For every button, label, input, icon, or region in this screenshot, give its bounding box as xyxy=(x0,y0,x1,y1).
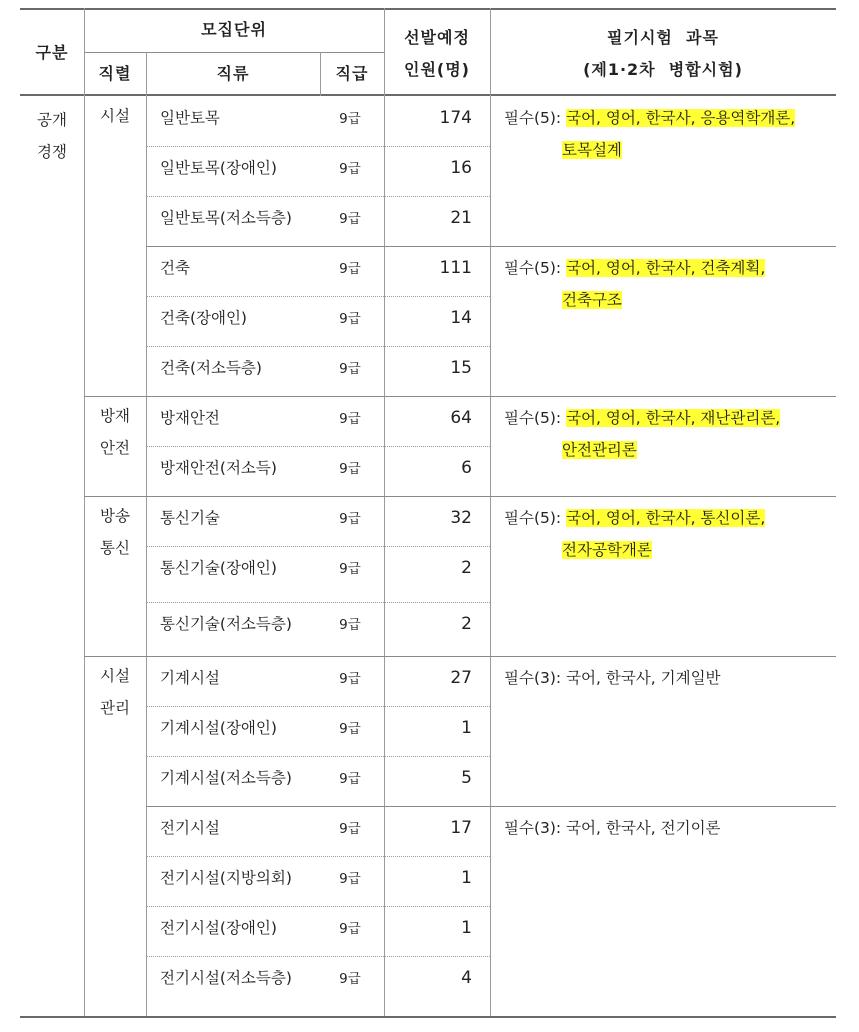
header-bottom-border xyxy=(20,94,836,96)
field-cell: 통신기술(저소득층) xyxy=(160,615,292,633)
grade-cell: 9급 xyxy=(339,721,361,737)
count-cell: 2 xyxy=(461,558,472,578)
series-label xyxy=(84,660,146,724)
header-series: 직렬 xyxy=(98,64,132,83)
count-cell: 174 xyxy=(439,108,472,128)
count-cell: 17 xyxy=(450,818,472,838)
series-line1: 시설 xyxy=(100,107,130,125)
field-cell: 건축(저소득층) xyxy=(160,359,262,377)
count-cell: 1 xyxy=(461,918,472,938)
count-cell: 32 xyxy=(450,508,472,528)
row-separator xyxy=(146,856,490,857)
field-cell: 기계시설(장애인) xyxy=(160,719,277,737)
group-separator xyxy=(84,396,836,397)
category-line1: 공개 xyxy=(37,111,67,129)
count-cell: 2 xyxy=(461,614,472,634)
count-cell: 6 xyxy=(461,458,472,478)
grade-cell: 9급 xyxy=(339,971,361,987)
group-separator xyxy=(146,806,836,807)
subject-prefix: 필수(5): xyxy=(504,509,567,527)
grade-cell: 9급 xyxy=(339,871,361,887)
field-cell: 기계시설(저소득층) xyxy=(160,769,292,787)
subject-list: 국어, 영어, 한국사, 재난관리론, xyxy=(566,409,781,427)
group-separator xyxy=(84,656,836,657)
category-line2: 경쟁 xyxy=(37,143,67,161)
field-cell: 전기시설(지방의회) xyxy=(160,869,292,887)
series-label xyxy=(84,400,146,464)
subject-list-cont: 안전관리론 xyxy=(562,441,637,459)
count-cell: 1 xyxy=(461,718,472,738)
grade-cell: 9급 xyxy=(339,561,361,577)
series-label xyxy=(84,100,146,132)
row-separator xyxy=(146,906,490,907)
count-cell: 14 xyxy=(450,308,472,328)
group-separator xyxy=(84,496,836,497)
header-divider xyxy=(84,52,384,53)
field-cell: 통신기술(장애인) xyxy=(160,559,277,577)
col-divider xyxy=(384,8,385,96)
row-separator xyxy=(146,196,490,197)
count-cell: 1 xyxy=(461,868,472,888)
header-exam-line1: 필기시험 과목 xyxy=(607,28,719,47)
grade-cell: 9급 xyxy=(339,921,361,937)
field-cell: 전기시설(저소득층) xyxy=(160,969,292,987)
field-cell: 기계시설 xyxy=(160,669,220,687)
subject-prefix: 필수(3): xyxy=(504,669,567,687)
field-cell: 전기시설 xyxy=(160,819,220,837)
col-divider xyxy=(384,96,385,1016)
subject-list: 국어, 영어, 한국사, 건축계획, xyxy=(566,259,766,277)
row-separator xyxy=(146,446,490,447)
header-category: 구분 xyxy=(35,43,69,62)
series-line1: 방송 xyxy=(100,507,130,525)
exam-subjects xyxy=(504,502,765,566)
exam-subjects xyxy=(504,662,721,694)
group-separator xyxy=(146,246,836,247)
field-cell: 방재안전(저소득) xyxy=(160,459,277,477)
count-cell: 15 xyxy=(450,358,472,378)
grade-cell: 9급 xyxy=(339,161,361,177)
subject-list-cont: 건축구조 xyxy=(562,291,622,309)
header-grade: 직급 xyxy=(335,64,369,83)
header-planned-line2: 인원(명) xyxy=(404,60,470,79)
series-line1: 방재 xyxy=(100,407,130,425)
row-separator xyxy=(146,296,490,297)
exam-subjects xyxy=(504,402,780,466)
exam-subjects xyxy=(504,252,765,316)
row-separator xyxy=(146,602,490,603)
subject-prefix: 필수(5): xyxy=(504,409,567,427)
subject-list: 국어, 한국사, 기계일반 xyxy=(566,669,721,687)
series-line2: 통신 xyxy=(100,539,130,557)
subject-list-cont: 토목설계 xyxy=(562,141,622,159)
subject-list: 국어, 한국사, 전기이론 xyxy=(566,819,721,837)
count-cell: 21 xyxy=(450,208,472,228)
count-cell: 16 xyxy=(450,158,472,178)
subject-prefix: 필수(3): xyxy=(504,819,567,837)
row-separator xyxy=(146,346,490,347)
grade-cell: 9급 xyxy=(339,771,361,787)
col-divider xyxy=(320,52,321,96)
row-separator xyxy=(146,956,490,957)
grade-cell: 9급 xyxy=(339,461,361,477)
category-label xyxy=(20,104,84,168)
grade-cell: 9급 xyxy=(339,821,361,837)
field-cell: 건축(장애인) xyxy=(160,309,247,327)
grade-cell: 9급 xyxy=(339,211,361,227)
table-bottom-border xyxy=(20,1016,836,1018)
field-cell: 방재안전 xyxy=(160,409,220,427)
row-separator xyxy=(146,706,490,707)
count-cell: 4 xyxy=(461,968,472,988)
col-divider xyxy=(490,8,491,1016)
count-cell: 27 xyxy=(450,668,472,688)
count-cell: 5 xyxy=(461,768,472,788)
grade-cell: 9급 xyxy=(339,511,361,527)
field-cell: 일반토목(저소득층) xyxy=(160,209,292,227)
grade-cell: 9급 xyxy=(339,361,361,377)
subject-list-cont: 전자공학개론 xyxy=(562,541,652,559)
header-field: 직류 xyxy=(216,64,250,83)
field-cell: 건축 xyxy=(160,259,190,277)
row-separator xyxy=(146,546,490,547)
field-cell: 통신기술 xyxy=(160,509,220,527)
grade-cell: 9급 xyxy=(339,111,361,127)
header-recruit-unit: 모집단위 xyxy=(201,20,267,39)
series-line2: 관리 xyxy=(100,699,130,717)
series-line1: 시설 xyxy=(100,667,130,685)
grade-cell: 9급 xyxy=(339,311,361,327)
row-separator xyxy=(146,756,490,757)
header-exam-line2: (제1·2차 병합시험) xyxy=(583,60,743,79)
field-cell: 일반토목 xyxy=(160,109,220,127)
header-planned-line1: 선발예정 xyxy=(404,28,470,47)
grade-cell: 9급 xyxy=(339,411,361,427)
exam-subjects xyxy=(504,812,721,844)
series-label xyxy=(84,500,146,564)
grade-cell: 9급 xyxy=(339,617,361,633)
field-cell: 전기시설(장애인) xyxy=(160,919,277,937)
subject-prefix: 필수(5): xyxy=(504,259,567,277)
row-separator xyxy=(146,146,490,147)
series-line2: 안전 xyxy=(100,439,130,457)
count-cell: 64 xyxy=(450,408,472,428)
table-top-border xyxy=(20,8,836,10)
subject-prefix: 필수(5): xyxy=(504,109,567,127)
count-cell: 111 xyxy=(439,258,472,278)
grade-cell: 9급 xyxy=(339,261,361,277)
col-divider xyxy=(84,8,85,1016)
subject-list: 국어, 영어, 한국사, 통신이론, xyxy=(566,509,766,527)
exam-subjects xyxy=(504,102,795,166)
field-cell: 일반토목(장애인) xyxy=(160,159,277,177)
subject-list: 국어, 영어, 한국사, 응용역학개론, xyxy=(566,109,796,127)
grade-cell: 9급 xyxy=(339,671,361,687)
